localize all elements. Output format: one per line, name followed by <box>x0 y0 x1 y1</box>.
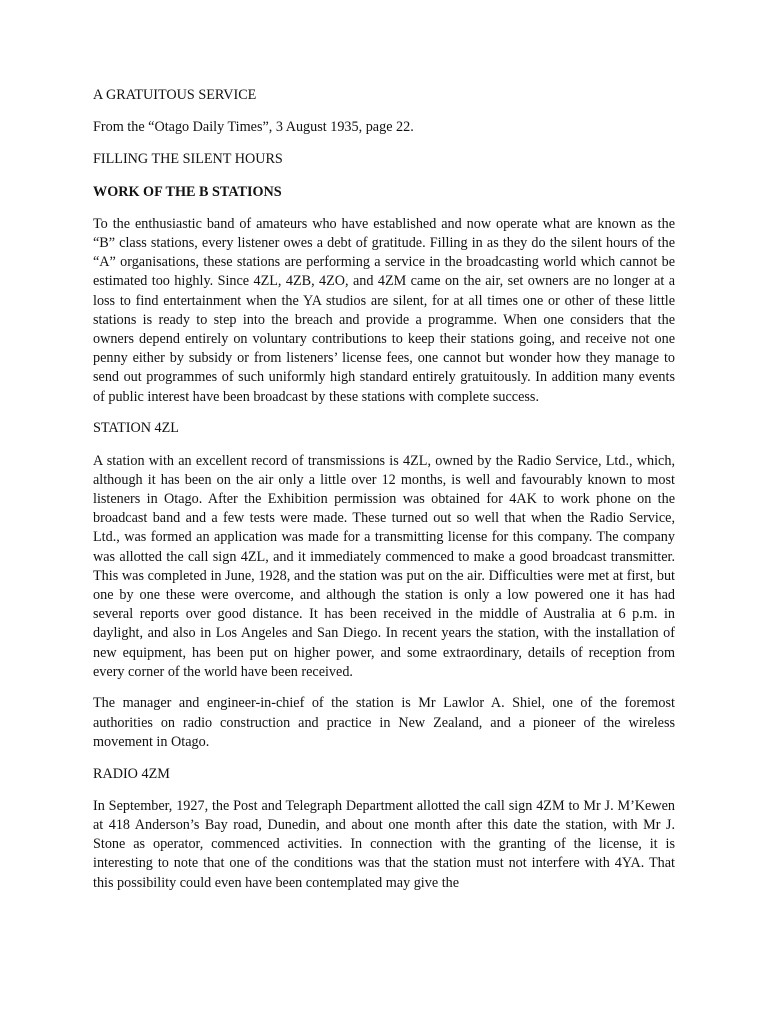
intro-paragraph: To the enthusiastic band of amateurs who have established and now operate what are known as the “B” class stations, every listener owes a debt of gratitude. Filling in as they do the silent hours of the “A” organisations, these stations are performing a service in the broadcasting world which cannot be estimated too highly. Since 4ZL, 4ZB, 4ZO, and 4ZM came on the air, set owners are no longer at a loss to find entertainment when the YA studios are silent, for at all times one or other of these little stations is ready to step into the breach and provide a programme. When one considers that the owners depend entirely on voluntary contributions to keep their stations going, and receive not one penny either by subsidy or from listeners’ license fees, one cannot but wonder how they manage to send out programmes of such uniformly high standard entirely gratuitously. In addition many events of public interest have been broadcast by these stations with complete success. <box>93 215 675 405</box>
headline: FILLING THE SILENT HOURS <box>93 151 283 168</box>
section-4zm-paragraph-1: In September, 1927, the Post and Telegraph Department allotted the call sign 4ZM to Mr J. M’Kewen at 418 Anderson’s Bay road, Dunedin, and about one month after this date the station, with Mr J. Stone as operator, commenced activities. In connection with the granting of the license, it is interesting to note that one of the conditions was that the station must not interfere with 4YA. That this possibility could even have been contemplated may give the <box>93 797 675 891</box>
section-4zl-paragraph-1: A station with an excellent record of transmissions is 4ZL, owned by the Radio Service, Ltd., which, although it has been on the air only a little over 12 months, is well and favourably known to most listeners in Otago. After the Exhibition permission was obtained for 4AK to work phone on the broadcast band and a few tests were made. These turned out so well that when the Radio Service, Ltd., was formed an application was made for a transmitting license for this company. The company was allotted the call sign 4ZL, and it immediately commenced to make a good broadcast transmitter. This was completed in June, 1928, and the station was put on the air. Difficulties were met at first, but one by one these were overcome, and although the station is only a low powered one it has had several reports over good distance. It has been received in the middle of Australia at 6 p.m. in daylight, and also in Los Angeles and San Diego. In recent years the station, with the installation of new equipment, has been put on higher power, and some extraordinary, details of reception from every corner of the world have been received. <box>93 452 675 680</box>
section-heading-4zl: STATION 4ZL <box>93 420 179 437</box>
section-heading-4zm: RADIO 4ZM <box>93 765 170 782</box>
section-4zl-paragraph-2: The manager and engineer-in-chief of the station is Mr Lawlor A. Shiel, one of the foremost authorities on radio construction and practice in New Zealand, and a pioneer of the wireless movement in Otago. <box>93 695 675 750</box>
subheadline: WORK OF THE B STATIONS <box>93 183 282 200</box>
source-citation: From the “Otago Daily Times”, 3 August 1935, page 22. <box>93 119 414 136</box>
document-page <box>93 80 675 905</box>
document-title: A GRATUITOUS SERVICE <box>93 87 257 103</box>
